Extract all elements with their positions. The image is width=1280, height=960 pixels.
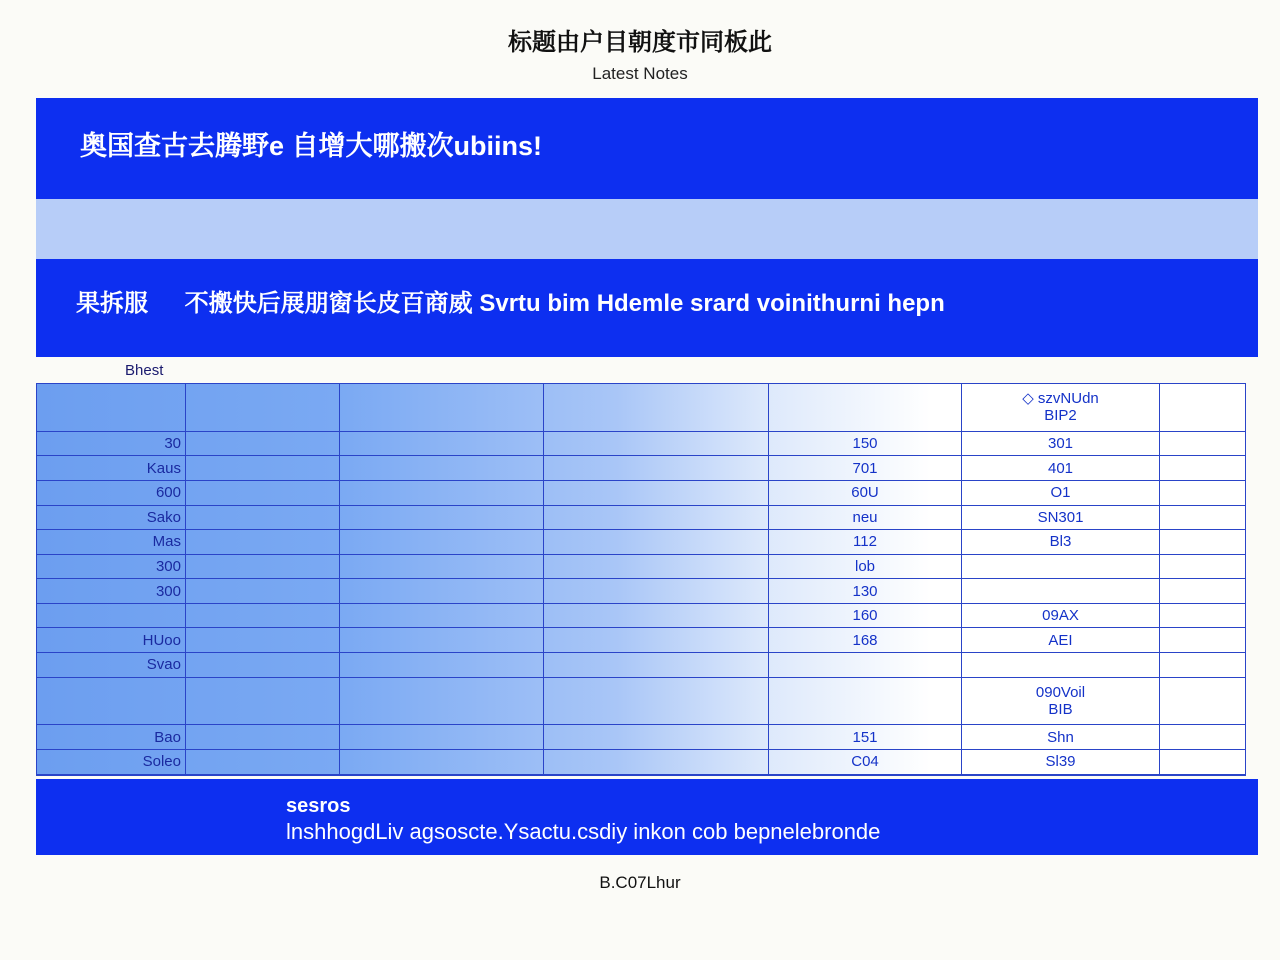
table-cell xyxy=(340,725,544,750)
table-cell xyxy=(340,628,544,653)
row-label-cell xyxy=(37,384,186,432)
row-label-cell: Sako xyxy=(37,505,186,530)
table-cell xyxy=(340,677,544,725)
table-cell xyxy=(544,653,769,678)
table-cell xyxy=(544,749,769,774)
table-row xyxy=(37,431,1246,456)
row-label-cell: Kaus xyxy=(37,456,186,481)
table-cell: 701 xyxy=(769,456,962,481)
table-cell: Shn xyxy=(962,725,1160,750)
table-cell: 09AX xyxy=(962,603,1160,628)
table-cell xyxy=(1160,480,1246,505)
table-cell xyxy=(769,653,962,678)
table-cell: 130 xyxy=(769,579,962,604)
table-cell xyxy=(186,554,340,579)
table-cell xyxy=(340,554,544,579)
row-label-cell: 30 xyxy=(37,431,186,456)
table-cell xyxy=(962,774,1160,775)
table-cell xyxy=(544,677,769,725)
table-cell xyxy=(1160,579,1246,604)
data-table xyxy=(36,383,1246,776)
table-cell: 151 xyxy=(769,725,962,750)
table-cell xyxy=(769,677,962,725)
table-cell xyxy=(186,628,340,653)
table-cell: 112 xyxy=(769,530,962,555)
table-cell xyxy=(1160,653,1246,678)
table-cell xyxy=(769,384,962,432)
row-label-cell: 300 xyxy=(37,579,186,604)
table-cell xyxy=(1160,774,1246,775)
table-cell xyxy=(544,579,769,604)
table-row xyxy=(37,579,1246,604)
table-cell xyxy=(340,480,544,505)
banner-divider xyxy=(36,199,1258,259)
table-cell xyxy=(1160,554,1246,579)
table-cell xyxy=(186,603,340,628)
table-cell xyxy=(186,384,340,432)
table-cell xyxy=(340,579,544,604)
banner-heading: 奥国查古去腾野e 自增大哪搬次ubiins! xyxy=(36,98,1258,199)
summary-text: 不搬快后展朋窗长皮百商威 Svrtu bim Hdemle srard voinithurni hepn xyxy=(184,290,945,317)
table-row xyxy=(37,384,1246,432)
footer-label: sesros xyxy=(286,795,351,817)
table-row xyxy=(37,749,1246,774)
table-cell xyxy=(544,384,769,432)
table-cell xyxy=(1160,456,1246,481)
table-cell: 168 xyxy=(769,628,962,653)
footer-text: lnshhogdLiv agsoscte.Ysactu.csdiy inkon cob bepnelebronde xyxy=(286,819,881,844)
table-cell: 090Voil BIB xyxy=(962,677,1160,725)
table-cell xyxy=(1160,384,1246,432)
table-cell: ◇ szvNUdn BIP2 xyxy=(962,384,1160,432)
table-cell xyxy=(962,579,1160,604)
table-cell xyxy=(544,530,769,555)
table-cell: lob xyxy=(769,554,962,579)
table-row xyxy=(37,725,1246,750)
table-cell: Sl39 xyxy=(962,749,1160,774)
table-cell xyxy=(340,603,544,628)
table-cell xyxy=(544,603,769,628)
row-label-cell: Bao xyxy=(37,725,186,750)
table-row xyxy=(37,456,1246,481)
table-cell xyxy=(544,480,769,505)
table-row xyxy=(37,505,1246,530)
table-cell xyxy=(186,505,340,530)
row-label-cell: Mas xyxy=(37,530,186,555)
page-subtitle: Latest Notes xyxy=(592,64,688,83)
table-row xyxy=(37,653,1246,678)
table-cell xyxy=(544,554,769,579)
table-cell: C04 xyxy=(769,749,962,774)
row-label-cell: Svao xyxy=(37,653,186,678)
table-cell xyxy=(340,505,544,530)
table-cell xyxy=(186,774,340,775)
table-row xyxy=(37,480,1246,505)
table-cell xyxy=(544,505,769,530)
table-cell xyxy=(186,749,340,774)
data-table-body xyxy=(37,384,1246,776)
table-cell xyxy=(340,653,544,678)
table-row xyxy=(37,603,1246,628)
table-cell xyxy=(186,456,340,481)
table-cell xyxy=(1160,628,1246,653)
banner-summary xyxy=(36,259,1258,357)
table-cell xyxy=(186,725,340,750)
table-cell xyxy=(340,749,544,774)
table-cell xyxy=(186,677,340,725)
table-cell xyxy=(1160,677,1246,725)
table-cell xyxy=(1160,749,1246,774)
table-cell: Bl3 xyxy=(962,530,1160,555)
table-cell xyxy=(544,774,769,775)
table-cell xyxy=(544,725,769,750)
table-cell xyxy=(1160,530,1246,555)
summary-label: 果拆服 xyxy=(76,290,148,317)
table-cell: 160 xyxy=(769,603,962,628)
table-cell xyxy=(1160,431,1246,456)
table-row xyxy=(37,530,1246,555)
table-cell xyxy=(340,431,544,456)
table-cell xyxy=(1160,505,1246,530)
table-cell xyxy=(186,530,340,555)
row-label-cell xyxy=(37,774,186,775)
row-label-cell xyxy=(37,677,186,725)
table-cell: 150 xyxy=(769,431,962,456)
table-cell xyxy=(544,628,769,653)
table-cell xyxy=(340,774,544,775)
footer-band xyxy=(36,779,1258,855)
table-cell: O1 xyxy=(962,480,1160,505)
table-row xyxy=(37,774,1246,775)
table-cell: SN301 xyxy=(962,505,1160,530)
table-cell: 301 xyxy=(962,431,1160,456)
table-cell xyxy=(186,579,340,604)
table-row xyxy=(37,677,1246,725)
row-label-cell: Soleo xyxy=(37,749,186,774)
table-cell xyxy=(544,456,769,481)
row-label-cell: HUoo xyxy=(37,628,186,653)
table-cell xyxy=(186,480,340,505)
table-cell xyxy=(769,774,962,775)
row-label-cell xyxy=(37,603,186,628)
table-cell xyxy=(186,431,340,456)
table-cell xyxy=(340,384,544,432)
page-title: 标题由户目朝度市同板此 xyxy=(508,29,772,56)
row-label-cell: 300 xyxy=(37,554,186,579)
table-cell: 401 xyxy=(962,456,1160,481)
table-row xyxy=(37,628,1246,653)
table-row xyxy=(37,554,1246,579)
table-cell xyxy=(544,431,769,456)
row-label-cell: 600 xyxy=(37,480,186,505)
table-cell xyxy=(1160,725,1246,750)
table-cell xyxy=(962,554,1160,579)
table-cell xyxy=(1160,603,1246,628)
table-cell xyxy=(186,653,340,678)
table-cell xyxy=(340,456,544,481)
table-cell: 60U xyxy=(769,480,962,505)
table-cell: neu xyxy=(769,505,962,530)
table-cell xyxy=(962,653,1160,678)
table-caption: Bhest xyxy=(125,362,164,379)
table-cell xyxy=(340,530,544,555)
footer-code: B.C07Lhur xyxy=(599,873,681,892)
table-cell: AEI xyxy=(962,628,1160,653)
